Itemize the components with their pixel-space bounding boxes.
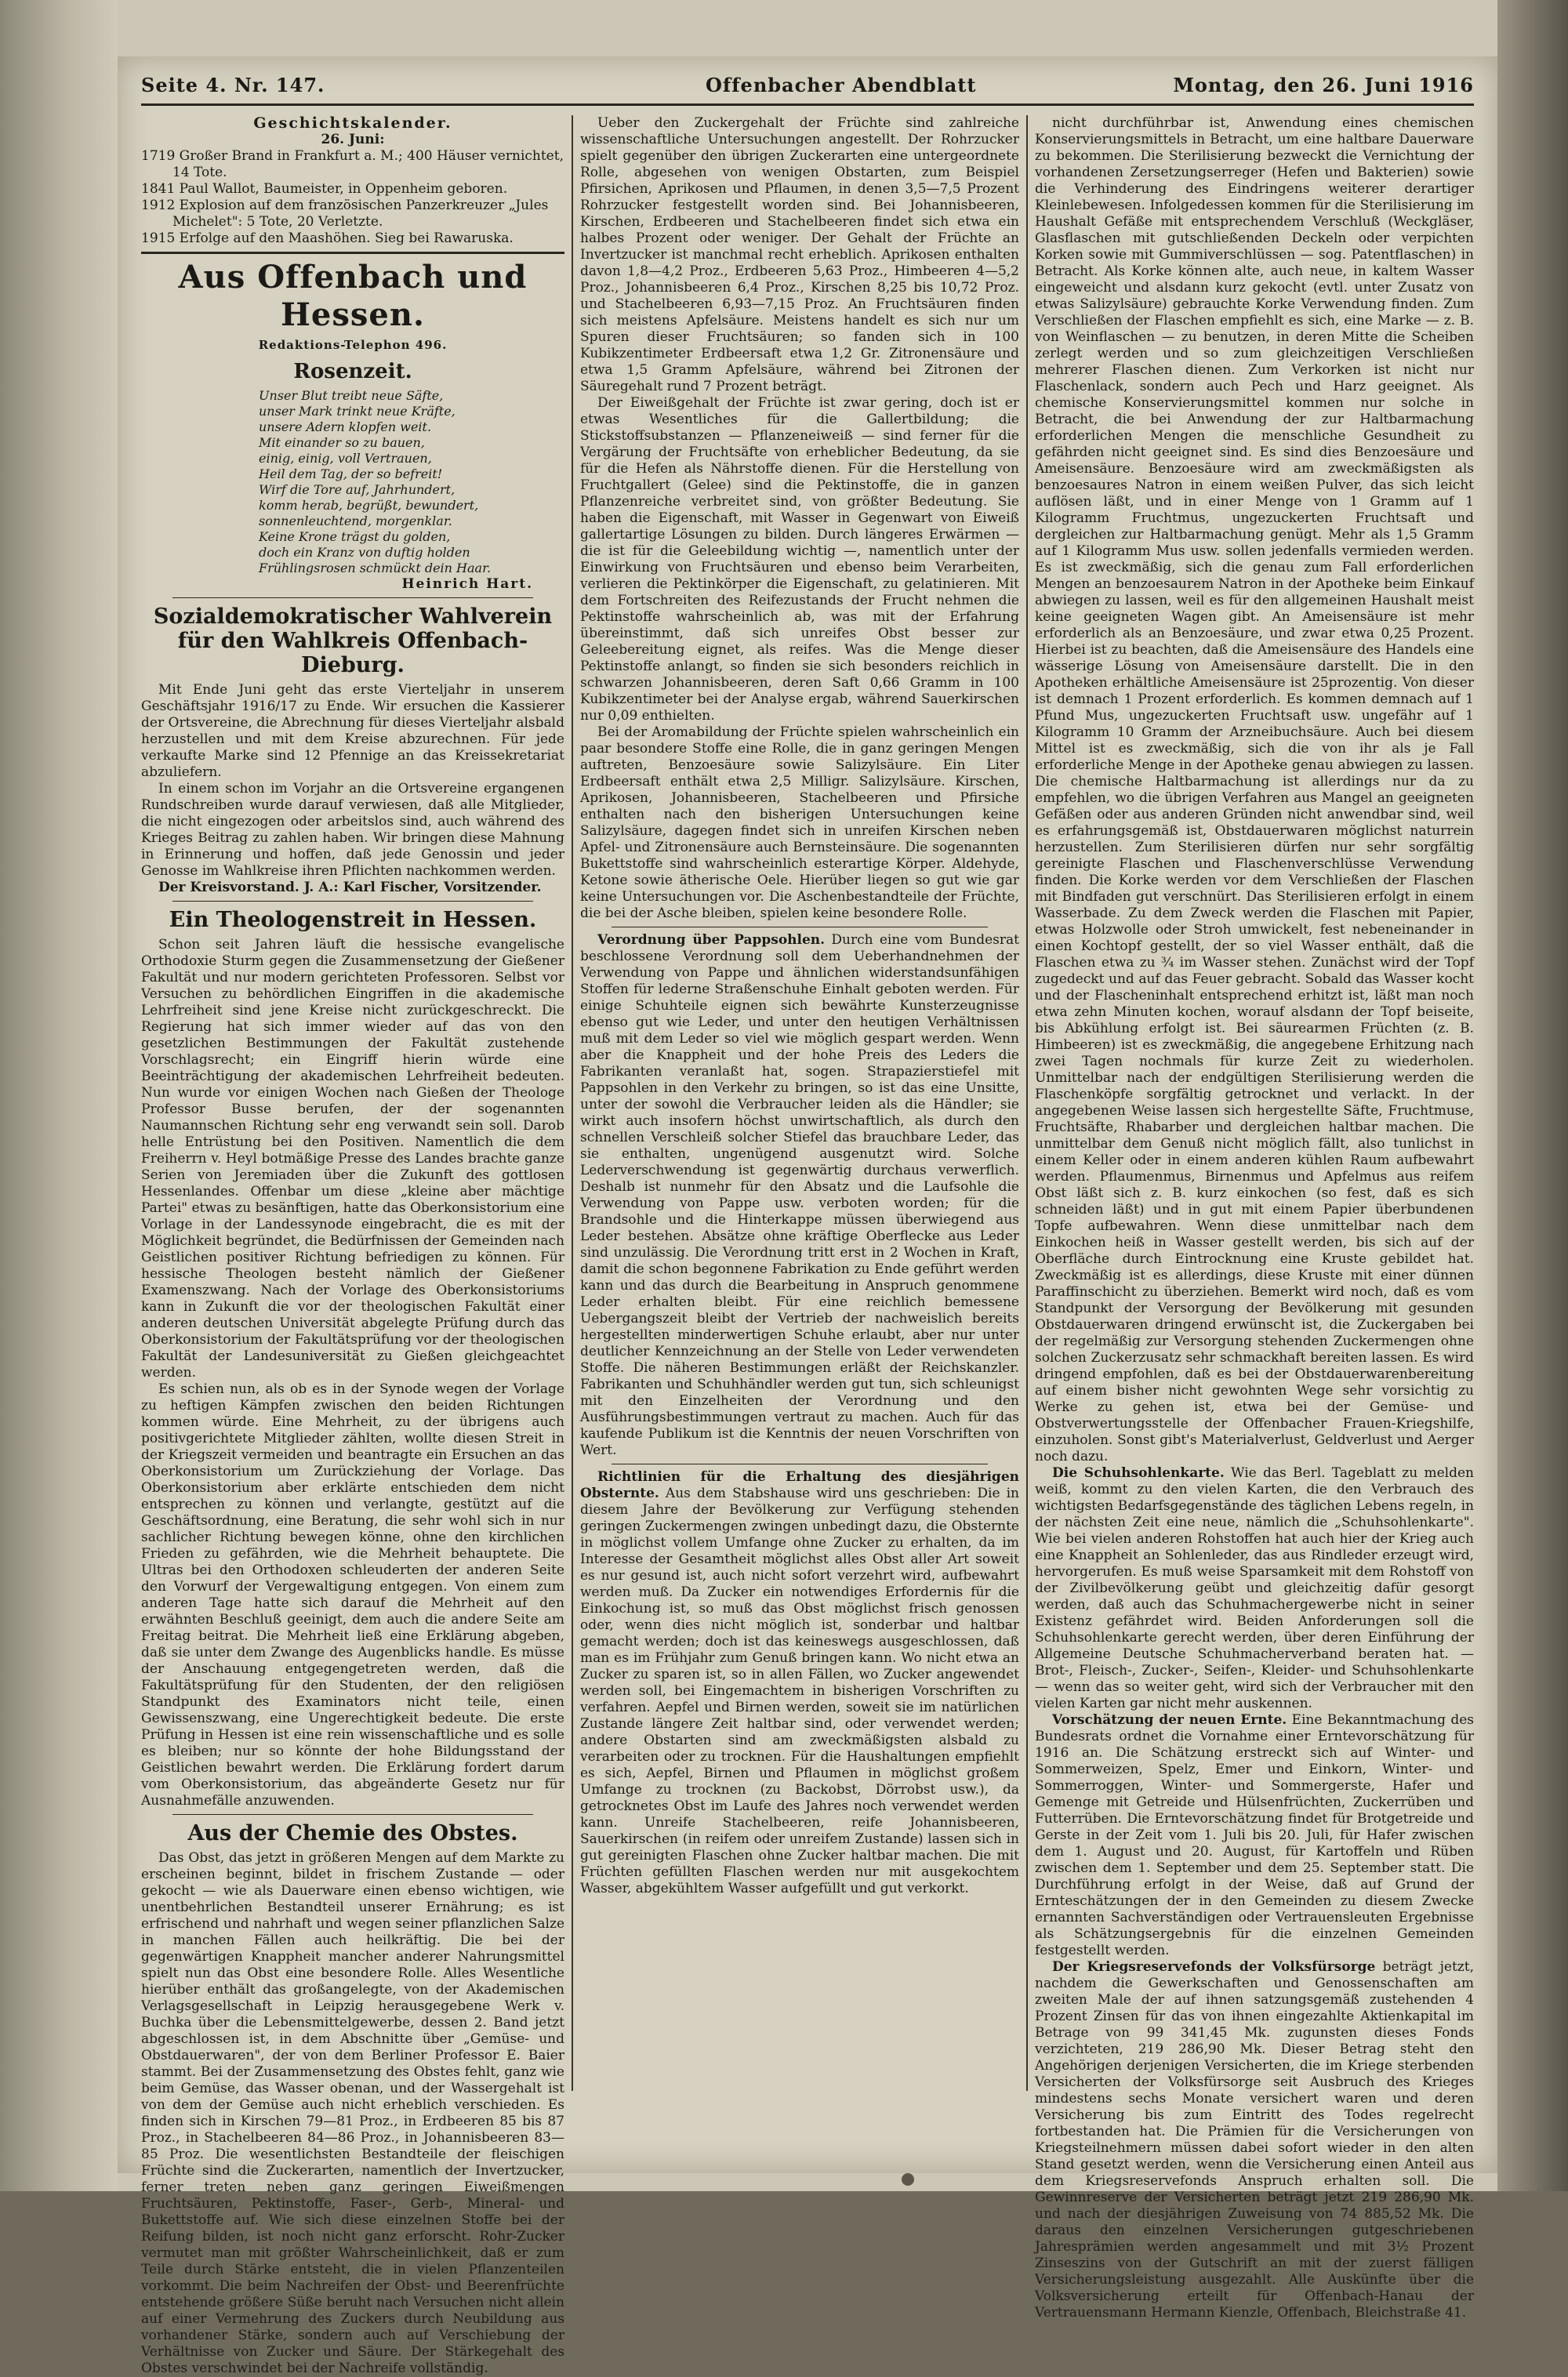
divider [141,252,564,254]
calendar-entry: 1841 Paul Wallot, Baumeister, in Oppenheim geboren. [141,181,508,197]
column-1 [141,114,564,2376]
poem-line: einig, einig, voll Vertrauen, [259,451,432,466]
article-title: Richtlinien für die Erhaltung des diesjährigen Obsternte. [580,1469,1019,1501]
poem-line: Keine Krone trägst du golden, [259,529,451,544]
divider [172,1814,533,1815]
calendar-list [141,148,564,247]
calendar-title: Geschichtskalender. [253,114,452,132]
article-paragraph [1035,1712,1474,1959]
article-text: Durch eine vom Bundesrat beschlossene Verordnung soll dem Ueberhandnehmen der Verwendung von Pappe und ähnlichen widerstandsunfähigen Stoffen für lederne Straßenschuhe Einhalt geboten werden. Für einige Schuhteile eignen sich bewährte Kunsterzeugnisse ebenso gut wie Leder, und unter den heutigen Verhältnissen muß mit dem Leder so viel wie möglich gespart werden. Wenn aber die Knappheit und der hohe Preis des Leders die Fabrikanten veranlaßt hat, sogen. Strapazierstiefel mit Pappsohlen in den Verkehr zu bringen, so ist das eine Unsitte, unter der sowohl die Verbraucher leiden als die Händler; sie wirkt auch insofern höchst unwirtschaftlich, als durch den schnellen Verschleiß solcher Stiefel das brauchbare Leder, das sie enthalten, ungenügend ausgenutzt wird. Solche Lederverschwendung ist gegenwärtig durchaus verwerflich. Deshalb ist nunmehr für den Absatz und die Laufsohle die Verwendung von Pappe usw. verboten worden; für die Brandsohle und die Hinterkappe müssen überwiegend aus Leder bestehen. Absätze ohne kräftige Oberflecke aus Leder sind unzulässig. Die Verordnung tritt erst in 2 Wochen in Kraft, damit die schon begonnene Fabrikation zu Ende geführt werden kann und das durch die Bearbeitung in Anspruch genommene Leder erhalten bleibt. Für eine reichlich bemessene Uebergangszeit bleibt der Vertrieb der nachweislich bereits hergestellten minderwertigen Schuhe erlaubt, aber nur unter deutlicher Kennzeichnung an der Stelle von Leder verwendeten Stoffe. Die näheren Bestimmungen erläßt der Reichskanzler. Fabrikanten und Schuhhändler werden gut tun, sich schleunigst mit den Einzelheiten der Verordnung und den Ausführungsbestimmungen vertraut zu machen. Auch für das kaufende Publikum ist die Kenntnis der neuen Vorschriften von Wert. [580,932,1019,1458]
article-text: Wie das Berl. Tageblatt zu melden weiß, kommt zu den vielen Karten, die den Verbrauch des wichtigsten Bedarfsgegenstände des täglichen Lebens regeln, in der nächsten Zeit eine neue, nämlich die „Schuhsohlenkarte". Wie bei vielen anderen Rohstoffen hat auch hier der Krieg auch eine Knappheit an Sohlenleder, das aus Rindleder erzeugt wird, hervorgerufen. Es muß weise Sparsamkeit mit dem Rohstoff von der Zivilbevölkerung geübt und gleichzeitig dafür gesorgt werden, daß auch das Schuhmachergewerbe nicht in seiner Existenz gefährdet wird. Beiden Anforderungen soll die Schuhsohlenkarte gerecht werden, über deren Einführung der Allgemeine Deutsche Schuhmacherverband beraten hat. — Brot-, Fleisch-, Zucker-, Seifen-, Kleider- und Schuhsohlenkarte — wenn das so weiter geht, wird sich der Verbraucher mit den vielen Karten gar nicht mehr auskennen. [1035,1465,1474,1711]
poem-title: Rosenzeit. [293,360,412,383]
article-paragraph [580,1469,1019,1897]
poem-author: Heinrich Hart. [401,576,533,592]
article-paragraph [1035,1959,1474,2321]
binding-gutter-left [0,0,118,2191]
calendar-entry: 1915 Erfolge auf den Maashöhen. Sieg bei Rawaruska. [141,230,514,246]
article-title: Aus der Chemie des Obstes. [187,1821,518,1845]
poem-line: doch ein Kranz von duftig holden [259,545,470,560]
section-title: Aus Offenbach und Hessen. [178,259,528,333]
article-title: Ein Theologenstreit in Hessen. [169,908,537,932]
article-paragraph: nicht durchführbar ist, Anwendung eines chemischen Konservierungsmittels in Betracht, um eine haltbare Dauerware zu bekommen. Die Sterilisierung bezweckt die Vernichtung der vorhandenen Zersetzungserreger (Hefen und Bakterien) sowie die Verhinderung des Eindringens weiterer derartiger Kleinlebewesen. Infolgedessen kommen für die Sterilisierung im Haushalt Gefäße mit entsprechendem Verschluß (Weckgläser, Glasflaschen mit gutschließenden Deckeln oder verpichten Korken sowie mit Gummiverschlüssen — sog. Patentflaschen) in Betracht. Als Korke können alte, auch neue, in kaltem Wasser eingeweicht und alsdann kurz gekocht (evtl. unter Zusatz von etwas Salizylsäure) gebrauchte Korke Verwendung finden. Zum Verschließen der Flaschen empfiehlt es sich, eine Marke — z. B. von Weinflaschen — zu benutzen, in deren Mitte die Scheiben zerlegt werden und so zum gleichzeitigen Verschließen mehrerer Flaschen dienen. Zum Verkorken ist nicht nur Flaschenlack, sondern auch Pech und Harz geeignet. Als chemische Konservierungsmittel kommen nur solche in Betracht, die bei Anwendung der zur Haltbarmachung erforderlichen Mengen die menschliche Gesundheit zu gefährden nicht geeignet sind. Es sind dies Benzoesäure und Ameisensäure. Benzoesäure wird am zweckmäßigsten als benzoesaures Natron in einem weißen Pulver, das sich leicht auflösen läßt, und in einer Menge von 1 Gramm auf 1 Kilogramm Fruchtmus, ungezuckerten Fruchtsaft und dergleichen zur Haltbarmachung genügt. Mehr als 1,5 Gramm auf 1 Kilogramm Mus usw. sollen jedenfalls vermieden werden. Es ist zweckmäßig, sich die genau zum Fall erforderlichen Mengen an benzoesaurem Natron in der Apotheke beim Einkauf abwiegen zu lassen, weil es für den allgemeinen Haushalt meist keine geeigneten Wagen gibt. An Ameisensäure ist mehr erforderlich als an Benzoesäure, und zwar etwa 0,25 Prozent. Hierbei ist zu beachten, daß die Ameisensäure des Handels eine wässerige Lösung von Ameisensäure darstellt. Die in den Apotheken erhältliche Ameisensäure ist 25prozentig. Von dieser ist demnach 1 Prozent erforderlich. Es kommen demnach auf 1 Pfund Mus, ungezuckerten Fruchtsaft usw. ungefähr auf 1 Kilogramm 10 Gramm der Arzneibuchsäure. Auch bei diesem Mittel ist es zweckmäßig, sich die von ihr als je Fall erforderliche Menge in der Apotheke genau abwiegen zu lassen. Die chemische Haltbarmachung ist allerdings nur da zu empfehlen, wo die übrigen Verfahren aus Mangel an geeigneten Gefäßen oder aus anderen Gründen nicht anwendbar sind, weil es erfahrungsgemäß ist, Obstdauerwaren möglichst naturrein herzustellen. Zum Sterilisieren dürfen nur sehr sorgfältig gereinigte Flaschen und Flaschenverschlüsse Verwendung finden. Die Korke werden vor dem Verschließen der Flaschen mit Bindfaden gut verschnürt. Das Sterilisieren erfolgt in einem Wasserbade. Zu dem Zweck werden die Flaschen mit Papier, etwas Holzwolle oder Stroh umwickelt, fest nebeneinander in einen Kochtopf gestellt, der so viel Wasser enthält, daß die Flaschen etwa zu ¾ im Wasser stehen. Zunächst wird der Topf zugedeckt und auf das Feuer gebracht. Sobald das Wasser kocht und der Flascheninhalt entsprechend erhitzt ist, läßt man noch etwa zehn Minuten kochen, worauf alsdann der Topf beiseite, bis Abkühlung erfolgt ist. Bei säurearmen Früchten (z. B. Himbeeren) ist es zweckmäßig, die angegebene Erhitzung nach zwei Tagen nochmals für kurze Zeit zu wiederholen. Unmittelbar nach der endgültigen Sterilisierung werden die Flaschenköpfe sorgfältig getrocknet und verlackt. In der angegebenen Weise lassen sich hergestellte Säfte, Fruchtmuse, Fruchtsäfte, Rhabarber und dergleichen haltbar machen. Die unmittelbar dem Genuß nicht möglich fällt, also tunlichst in einem Keller oder in einem anderen kühlen Raum aufbewahrt werden. Pflaumenmus, Birnenmus und Apfelmus aus reifem Obst läßt sich z. B. kurz einkochen (so fest, daß es sich schneiden läßt) und in gut mit einem Papier überbundenen Topfe aufbewahren. Wenn diese unmittelbar nach dem Einkochen heiß in Wasser gestellt werden, bis sich auf der Oberfläche durch Eintrocknung eine Kruste gebildet hat. Zweckmäßig ist es allerdings, diese Kruste mit einer dünnen Paraffinschicht zu überziehen. Bemerkt wird noch, daß es vom Standpunkt der Versorgung der Bevölkerung mit gesunden Obstdauerwaren dringend erwünscht ist, die Zuckergaben bei der regelmäßig zur Versorgung stehenden Zuckermengen ohne solchen Zuckerzusatz sehr schmackhaft bereiten lassen. Es wird dringend empfohlen, daß es bei der Obstdauerwarenbereitung auf einem bisher nicht gewohnten Wege sehr vorsichtig zu Werke zu gehen ist, etwa bei der Gemüse- und Obstverwertungsstelle der Offenbacher Frauen-Kriegshilfe, einzuholen. Sonst gibt's Materialverlust, Geldverlust und Aerger noch dazu. [1035,115,1474,1464]
article-paragraph: Es schien nun, als ob es in der Synode wegen der Vorlage zu heftigen Kämpfen zwischen den beiden Richtungen kommen würde. Eine Mehrheit, zu der übrigens auch positivgerichtete Mitglieder zählten, wollte diesen Streit in der Kriegszeit vermeiden und beantragte ein Ersuchen an das Oberkonsistorium um Zurückziehung der Vorlage. Das Oberkonsistorium aber erklärte entschieden dem nicht entsprechen zu können und verlangte, gestützt auf die Geschäftsordnung, eine Beratung, die sehr wohl sich in nur sachlicher Richtung bewegen könne, ohne den kirchlichen Frieden zu gefährden, wie die Mehrheit behauptete. Die Ultras bei den Orthodoxen schleuderten der anderen Seite den Vorwurf der Vergewaltigung entgegen. Von einem zum anderen Tage hatte sich darauf die Mehrheit auf den erwähnten Beschluß geeinigt, dem auch die andere Seite am Freitag beitrat. Die Mehrheit ließ eine Erklärung abgeben, daß sie unter dem Zwange des Augenblicks handle. Es müsse der Anschauung entgegengetreten werden, daß die Fakultätsprüfung für den Studenten, der den religiösen Standpunkt des Examinators nicht teile, einen Gewissenszwang, eine Ungerechtigkeit bedeute. Die erste Prüfung in Hessen ist eine rein wissenschaftliche und es solle es bleiben; nur so könnte der hohe Bildungsstand der Geistlichen bewahrt werden. Die Erklärung fordert darum vom Oberkonsistorium, das abgeänderte Gesetz nur für Ausnahmefälle anzuwenden. [141,1381,564,1809]
article-paragraph [580,932,1019,1459]
column-2 [580,115,1019,2154]
article-paragraph: Mit Ende Juni geht das erste Vierteljahr in unserem Geschäftsjahr 1916/17 zu Ende. Wir ersuchen die Kassierer der Ortsvereine, die Abrechnung für dieses Vierteljahr alsbald herzustellen und mit dem Kreise abzurechnen. Für jede verkaufte Marke sind 12 Pfennige an das Kreissekretariat abzuliefern. [141,682,564,780]
article-paragraph [1035,1465,1474,1712]
article-title: Vorschätzung der neuen Ernte. [1052,1712,1287,1728]
poem-line: komm herab, begrüßt, bewundert, [259,498,479,513]
poem-line: Mit einander so zu bauen, [259,435,425,450]
article-text: Aus dem Stabshause wird uns geschrieben: Die in diesem Jahre der Bevölkerung zur Verfügung stehenden geringen Zuckermengen zwingen unbedingt dazu, die Obsternte in möglichst vollem Umfange ohne Zucker zu erhalten, da im Interesse der Gesamtheit möglichst alles Obst aller Art soweit es nur gesund ist, auch nicht sofort verzehrt wird, aufbewahrt werden muß. Da Zucker ein notwendiges Erfordernis für die Einkochung ist, so muß das Obst möglichst frisch genossen oder, wenn dies nicht möglich ist, sonderbar und haltbar gemacht werden; doch ist das keineswegs ausgeschlossen, daß man es im Frühjahr zum Genuß bringen kann. Wo nicht etwa an Zucker zu sparen ist, so in allen Fällen, wo Zucker angewendet werden soll, bei Eingemachtem in bisherigen Vorschriften zu verfahren. Aepfel und Birnen werden, soweit sie im natürlichen Zustande längere Zeit haltbar sind, oder verwendet werden; andere Obstarten sind am zweckmäßigsten alsbald zu verarbeiten oder zu trocknen. Für die Haushaltungen empfiehlt es sich, Aepfel, Birnen und Pflaumen in möglichst großem Umfange zu trocknen (zu Backobst, Dörrobst usw.), da getrocknetes Obst im Laufe des Jahres noch verwendet werden kann. Unreife Stachelbeeren, reife Johannisbeeren, Sauerkirschen (in reifem oder unreifem Zustande) lassen sich in gut gereinigten Flaschen ohne Zucker haltbar machen. Die mit Früchten gefüllten Flaschen werden nur mit ausgekochtem Wasser, abgekühltem Wasser aufgefüllt und gut verkorkt. [580,1486,1019,1896]
calendar-entry: 1719 Großer Brand in Frankfurt a. M.; 400 Häuser vernichtet, 14 Tote. [141,148,564,180]
poem-line: sonnenleuchtend, morgenklar. [259,514,452,528]
article-paragraph: Ueber den Zuckergehalt der Früchte sind zahlreiche wissenschaftliche Untersuchungen angestellt. Der Rohrzucker spielt gegenüber den übrigen Zuckerarten eine untergeordnete Rolle, abgesehen von wenigen Obstarten, zum Beispiel Pfirsichen, Aprikosen und Pflaumen, in denen 3,5—7,5 Prozent Rohrzucker festgestellt worden sind. Bei Johannisbeeren, Kirschen, Erdbeeren und Stachelbeeren findet sich etwa ein halbes Prozent oder weniger. Der Gehalt der Früchte an Invertzucker ist manchmal recht erheblich. Aprikosen enthalten davon 1,8—4,2 Proz., Erdbeeren 5,63 Proz., Himbeeren 4—5,2 Proz., Johannisbeeren 6,4 Proz., Kirschen 8,25 bis 10,72 Proz. und Stachelbeeren 6,93—7,15 Proz. An Fruchtsäuren finden sich meistens Apfelsäure. Meistens handelt es sich nur um Spuren dieser Fruchtsäuren; so fanden sich in 100 Kubikzentimeter Erdbeersaft etwa 1,2 Gr. Zitronensäure und etwa 1,5 Gramm Apfelsäure, während bei Zitronen der Säuregehalt rund 7 Prozent beträgt. [580,115,1019,394]
poem-line: Wirf die Tore auf, Jahrhundert, [259,482,456,497]
article-title: Der Kriegsreservefonds der Volksfürsorge [1052,1959,1376,1975]
article-paragraph: Schon seit Jahren läuft die hessische evangelische Orthodoxie Sturm gegen die Zusammensetzung der Gießener Fakultät und nur modern gerichteten Professoren. Selbst vor Versuchen zu behördlichen Eingriffen in die akademische Lehrfreiheit sind jene Kreise nicht zurückgeschreckt. Die Regierung hat sich immer wieder auf das von den gesetzlichen Bestimmungen der Fakultät zustehende Vorschlagsrecht; ein Eingriff hierin würde eine Beeinträchtigung der akademischen Lehrfreiheit bedeuten. Nun wurde vor einigen Wochen nach Gießen der Theologe Professor Busse berufen, der der sogenannten Naumannschen Richtung sehr eng verwandt sein soll. Darob helle Entrüstung bei den Positiven. Namentlich die dem Freiherrn v. Heyl botmäßige Presse des Landes brachte ganze Serien von Jeremiaden über die Zukunft des gottlosen Hessenlandes. Offenbar um diese „kleine aber mächtige Partei" etwas zu besänftigen, hatte das Oberkonsistorium eine Vorlage in der Landessynode eingebracht, die es mit der Möglichkeit begründet, die Bedürfnissen der Gemeinden nach Geistlichen positiver Richtung befriedigen zu können. Für hessische Theologen besteht nämlich der Gießener Examenszwang. Nach der Vorlage des Oberkonsistoriums kann in Zukunft die vor der theologischen Fakultät einer anderen deutschen Universität abgelegte Prüfung durch das Oberkonsistorium der Fakultätsprüfung vor der theologischen Fakultät der Landesuniversität zu Gießen gleichgeachtet werden. [141,937,564,1381]
column-3 [1035,115,1475,2321]
poem-line: unser Mark trinkt neue Kräfte, [259,404,456,419]
editorial-telephone: Redaktions-Telephon 496. [258,338,448,352]
poem-line: Frühlingsrosen schmückt dein Haar. [259,561,492,575]
article-text: Eine Bekanntmachung des Bundesrats ordnet die Vornahme einer Erntevorschätzung für 1916 an. Die Schätzung erstreckt sich auf Winter- und Sommerweizen, Spelz, Emer und Einkorn, Winter- und Sommerroggen, Winter- und Sommergerste, Hafer und Gemenge mit Getreide und Hülsenfrüchten, Zuckerrüben und Futterrüben. Die Erntevorschätzung findet für Brotgetreide und Gerste in der Zeit vom 1. Juli bis 20. Juli, für Hafer zwischen dem 1. August und 20. August, für Kartoffeln und Rüben zwischen dem 1. September und dem 25. September statt. Die Durchführung erfolgt in der Weise, daß auf Grund der Ernteschätzungen der in den Gemeinden zu diesem Zwecke ernannten Sachverständigen oder Vertrauensleuten Ergebnisse als Schätzungsergebnis für die einzelnen Gemeinden festgestellt werden. [1035,1712,1475,1958]
page-number: Seite 4. Nr. 147. [141,74,325,96]
column-rule [1026,115,1028,2091]
poem-line: unsere Adern klopfen weit. [259,419,432,434]
column-rule [572,115,573,2091]
masthead [141,72,1474,106]
article-paragraph: Bei der Aromabildung der Früchte spielen wahrscheinlich ein paar besondere Stoffe eine Rolle, die in ganz geringen Mengen auftreten, Benzoesäure sowie Salizylsäure. Ein Liter Erdbeersaft enthält etwa 2,5 Milligr. Salizylsäure. Kirschen, Aprikosen, Johannisbeeren, Stachelbeeren und Pfirsiche enthalten nach den bisherigen Untersuchungen keine Salizylsäure, dagegen findet sich in unreifen Kirschen neben Apfel- und Zitronensäure auch Bernsteinsäure. Die sogenannten Bukettstoffe sind wahrscheinlich esterartige Körper. Aldehyde, Ketone sowie ätherische Oele. Hierüber liegen so gut wie gar keine Untersuchungen vor. Die Aschenbestandteile der Früchte, die bei der Asche bleiben, spielen keine besondere Rolle. [580,724,1019,921]
calendar-entry: 1912 Explosion auf dem französischen Panzerkreuzer „Jules Michelet": 5 Tote, 20 Verletzte. [141,198,549,230]
divider [172,901,533,902]
poem-body [141,388,564,576]
binding-gutter-right [1497,0,1568,2191]
article-signature: Der Kreisvorstand. J. A.: Karl Fischer, Vorsitzender. [158,880,542,895]
article-paragraph: Das Obst, das jetzt in größeren Mengen auf dem Markte zu erscheinen beginnt, bildet in frischem Zustande — oder gekocht — wie als Dauerware einen ebenso wichtigen, wie unentbehrlichen Bestandteil unserer Ernährung; es ist erfrischend und nahrhaft und wegen seiner pflanzlichen Salze in manchen Fällen auch heilkräftig. Die bei der gegenwärtigen Knappheit mancher anderer Nahrungsmittel spielt nun das Obst eine besondere Rolle. Alles Wesentliche hierüber enthält das großangelegte, von der Akademischen Verlagsgesellschaft in Leipzig herausgegebene Werk v. Buchka über die Lebensmittelgewerbe, dessen 2. Band jetzt abgeschlossen ist, in dem Abschnitte über „Gemüse- und Obstdauerwaren", der von dem Berliner Professor E. Baier stammt. Bei der Zusammensetzung des Obstes fehlt, ganz wie beim Gemüse, das Wasser obenan, und der Wassergehalt ist von dem der Gemüse auch nicht erheblich verschieden. Es finden sich in Kirschen 79—81 Proz., in Erdbeeren 85 bis 87 Proz., in Stachelbeeren 84—86 Proz., in Johannisbeeren 83—85 Proz. Die wesentlichsten Bestandteile der fleischigen Früchte sind die Zuckerarten, namentlich der Invertzucker, ferner treten neben ganz geringen Eiweißmengen Fruchtsäuren, Pektinstoffe, Faser-, Gerb-, Mineral- und Bukettstoffe auf. Wie sich diese einzelnen Stoffe bei der Reifung bilden, ist noch nicht ganz erforscht. Rohr-Zucker vermutet man mit größter Wahrscheinlichkeit, daß er zum Teile durch Stärke entsteht, die in vielen Pflanzenteilen vorkommt. Die beim Nachreifen der Obst- und Beerenfrüchte entstehende größere Süße beruht nach Versuchen nicht allein auf einer Vermehrung des Zuckers durch Neubildung aus vorhandener Stärke, sondern auch auf Verschiebung der Verhältnisse von Zucker und Säure. Der Stärkegehalt des Obstes verschwindet bei der Nachreife vollständig. [141,1850,564,2376]
poem-line: Unser Blut treibt neue Säfte, [259,388,444,403]
newspaper-title: Offenbacher Abendblatt [706,74,977,96]
article-paragraph: In einem schon im Vorjahr an die Ortsvereine ergangenen Rundschreiben wurde darauf verwiesen, daß alle Mitglieder, die nicht eingezogen oder arbeitslos sind, auch während des Krieges Beitrag zu zahlen haben. Wir bringen diese Mahnung in Erinnerung und hoffen, daß jede Genossin und jeder Genosse im Wahlkreise ihren Pflichten nachkommen werden. [141,781,564,879]
article-title: Die Schuhsohlenkarte. [1052,1465,1225,1481]
binding-hole [902,2173,914,2186]
issue-date: Montag, den 26. Juni 1916 [1173,74,1474,96]
poem-line: Heil dem Tag, der so befreit! [259,466,443,481]
calendar-date: 26. Juni: [321,132,385,147]
article-paragraph: Der Eiweißgehalt der Früchte ist zwar gering, doch ist er etwas Wesentliches für die Gallertbildung; die Stickstoffsubstanzen — Pflanzeneiweiß — sind ferner für die Vergärung der Fruchtsäfte von erheblicher Bedeutung, da sie für die Hefen als Nährstoffe dienen. Für die Herstellung von Fruchtgallert (Gelee) sind die Pektinstoffe, die in ganzen Pflanzenreiche verbreitet sind, von größter Bedeutung. Sie haben die Eigenschaft, mit Wasser in Gegenwart von Eiweiß gallertartige Lösungen zu bilden. Durch längeres Erwärmen — die ist für die Geleebildung wichtig —, namentlich unter der Einwirkung von Fruchtsäuren und ebenso beim Verarbeiten, verlieren die Pektinkörper die Eigenschaft, zu gelatinieren. Mit dem Fortschreiten des Reifezustands der Frucht nehmen die Pektinstoffe wahrscheinlich ab, was mit der Erfahrung übereinstimmt, daß sich unreifes Obst besser zur Geleebereitung eignet, als reifes. Was die Menge dieser Pektinstoffe anlangt, so finden sie sich besonders reichlich in schwarzen Johannisbeeren, deren Saft 0,66 Gramm in 100 Kubikzentimeter bei der Analyse ergab, während Sauerkirschen nur 0,09 enthielten. [580,395,1019,724]
divider [172,597,533,598]
newspaper-page [118,56,1497,2376]
article-text: beträgt jetzt, nachdem die Gewerkschaften und Genossenschaften am zweiten Male der auf ihnen satzungsgemäß zustehenden 4 Prozent Zinsen für das von ihnen eingezahlte Aktienkapital im Betrage von 99 341,45 Mk. zugunsten dieses Fonds verzichteten, 219 286,90 Mk. Dieser Betrag steht den Angehörigen derjenigen Versicherten, die im Kriege sterbenden Versicherten der Volksfürsorge seit Ausbruch des Krieges mindestens sechs Monate versichert waren und deren Versicherung bis zum Eintritt des Todes regelrecht fortbestanden hat. Die Prämien für die Versicherungen von Kriegsteilnehmern müssen dabei sofort wieder in den alten Stand gesetzt werden, wenn die Versicherung einen Anteil aus dem Kriegsreservefonds Anspruch erhalten soll. Die Gewinnreserve der Versicherten beträgt jetzt 219 286,90 Mk. und nach der diesjährigen Zuweisung von 74 885,52 Mk. Die daraus den einzelnen Versicherungen gutgeschriebenen Jahresprämien werden angesammelt und mit 3½ Prozent Zinseszins von der Gutschrift an mit der zuerst fälligen Versicherungsleistung ausgezahlt. Alle Auskünfte über die Volksversicherung erteilt für Offenbach-Hanau der Vertrauensmann Hermann Kienzle, Offenbach, Bleichstraße 41. [1035,1959,1475,2321]
article-title: Sozialdemokratischer Wahlverein für den Wahlkreis Offenbach-Dieburg. [153,604,553,677]
article-title: Verordnung über Pappsohlen. [597,932,826,948]
